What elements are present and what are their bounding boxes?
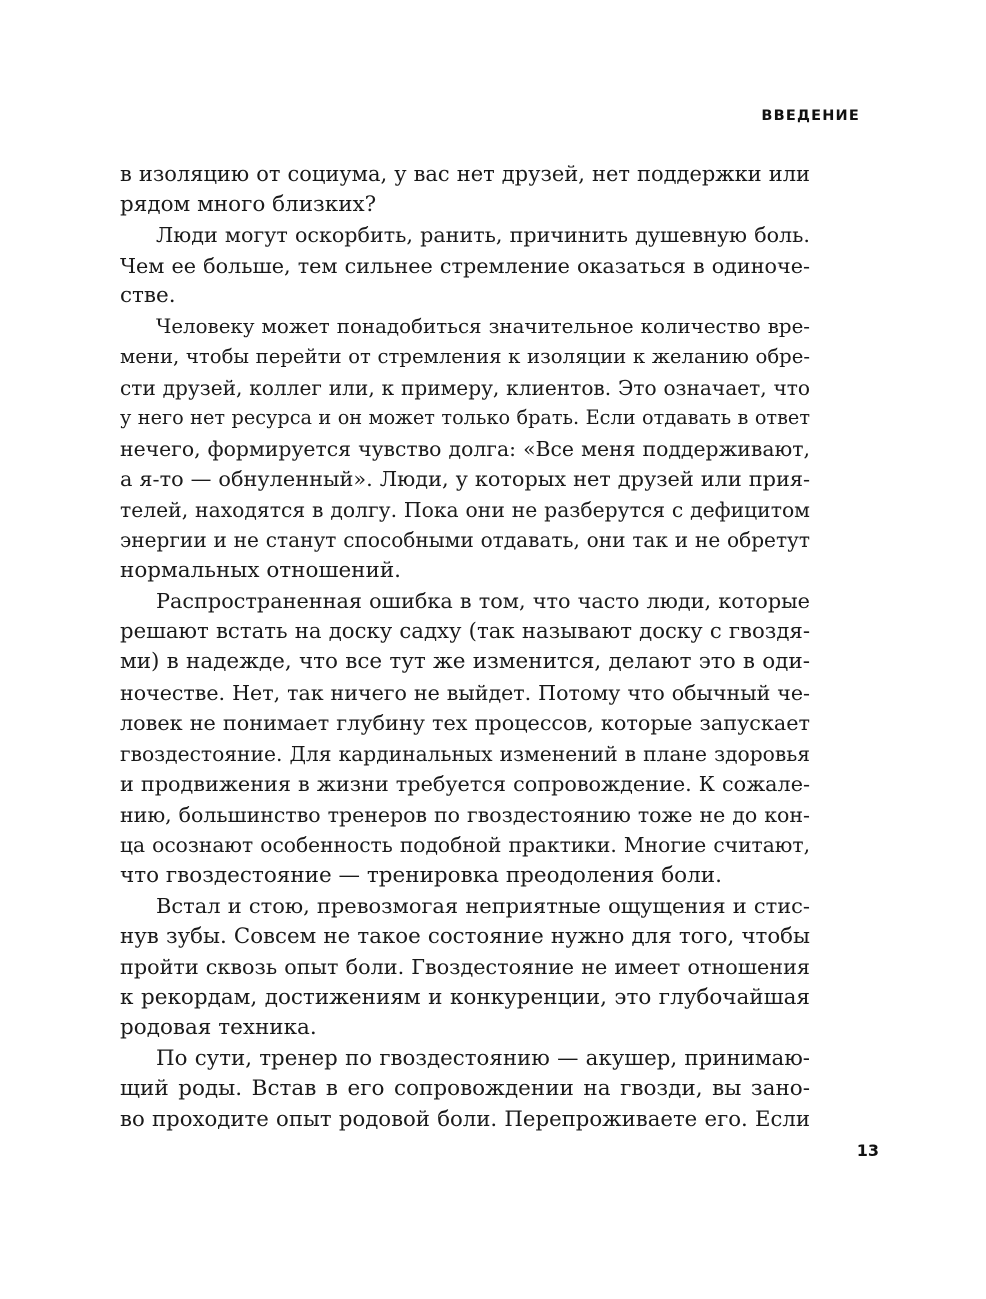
text-line: стве. [120, 283, 176, 308]
text-line: По сути, тренер по гвоздестоянию — акушер, принимаю- [156, 1045, 810, 1071]
text-line: гвоздестояние. Для кардинальных изменений в плане здоровья [120, 741, 810, 766]
text-line: сти друзей, коллег или, к примеру, клиентов. Это означает, что [120, 375, 810, 400]
text-line: пройти сквозь опыт боли. Гвоздестояние не имеет отношения [120, 955, 810, 979]
text-line: Распространенная ошибка в том, что часто люди, которые [156, 589, 810, 613]
text-line: родовая техника. [120, 1015, 317, 1040]
text-line: во проходите опыт родовой боли. Перепроживаете его. Если [120, 1106, 810, 1132]
text-line: ловек не понимает глубину тех процессов, которые запускает [120, 711, 810, 735]
text-line: нув зубы. Совсем не такое состояние нужно для того, чтобы [120, 923, 810, 949]
text-line: рядом много близких? [120, 191, 377, 217]
text-line: Человеку может понадобиться значительное количество вре- [156, 314, 810, 338]
text-line: в изоляцию от социума, у вас нет друзей, нет поддержки или [120, 162, 810, 186]
text-line: телей, находятся в долгу. Пока они не разберутся с дефицитом [120, 497, 810, 522]
text-line: щий роды. Встав в его сопровождении на гвозди, вы зано- [120, 1076, 810, 1101]
text-line: Люди могут оскорбить, ранить, причинить душевную боль. [156, 223, 810, 247]
text-line: мени, чтобы перейти от стремления к изоляции к желанию обре- [120, 345, 810, 368]
text-line: и продвижения в жизни требуется сопровождение. К сожале- [120, 772, 810, 796]
text-line: к рекордам, достижениям и конкуренции, это глубочайшая [120, 984, 810, 1010]
text-line: нечего, формируется чувство долга: «Все меня поддерживают, [120, 436, 810, 461]
text-line: ца осознают особенность подобной практики. Многие считают, [120, 833, 810, 857]
text-line: Чем ее больше, тем сильнее стремление оказаться в одиноче- [120, 253, 810, 278]
text-line: нормальных отношений. [120, 557, 401, 583]
page-number: 13 [856, 1141, 879, 1160]
text-line: Встал и стою, превозмогая неприятные ощущения и стис- [156, 894, 810, 918]
text-line: нию, большинство тренеров по гвоздестоянию тоже не до кон- [120, 802, 810, 827]
text-line: ми) в надежде, что все тут же изменится, делают это в оди- [120, 649, 810, 674]
body-text [120, 159, 810, 1135]
text-line: энергии и не станут способными отдавать, они так и не обретут [120, 528, 810, 552]
text-line: ночестве. Нет, так ничего не выйдет. Потому что обычный че- [120, 680, 810, 705]
text-line: а я-то — обнуленный». Люди, у которых нет друзей или прия- [120, 467, 810, 491]
text-line: решают встать на доску садху (так называют доску с гвоздя- [120, 618, 810, 644]
text-line: у него нет ресурса и он может только брать. Если отдавать в ответ [120, 406, 810, 429]
running-header: ВВЕДЕНИЕ [761, 108, 860, 124]
text-line: что гвоздестояние — тренировка преодоления боли. [120, 862, 722, 888]
